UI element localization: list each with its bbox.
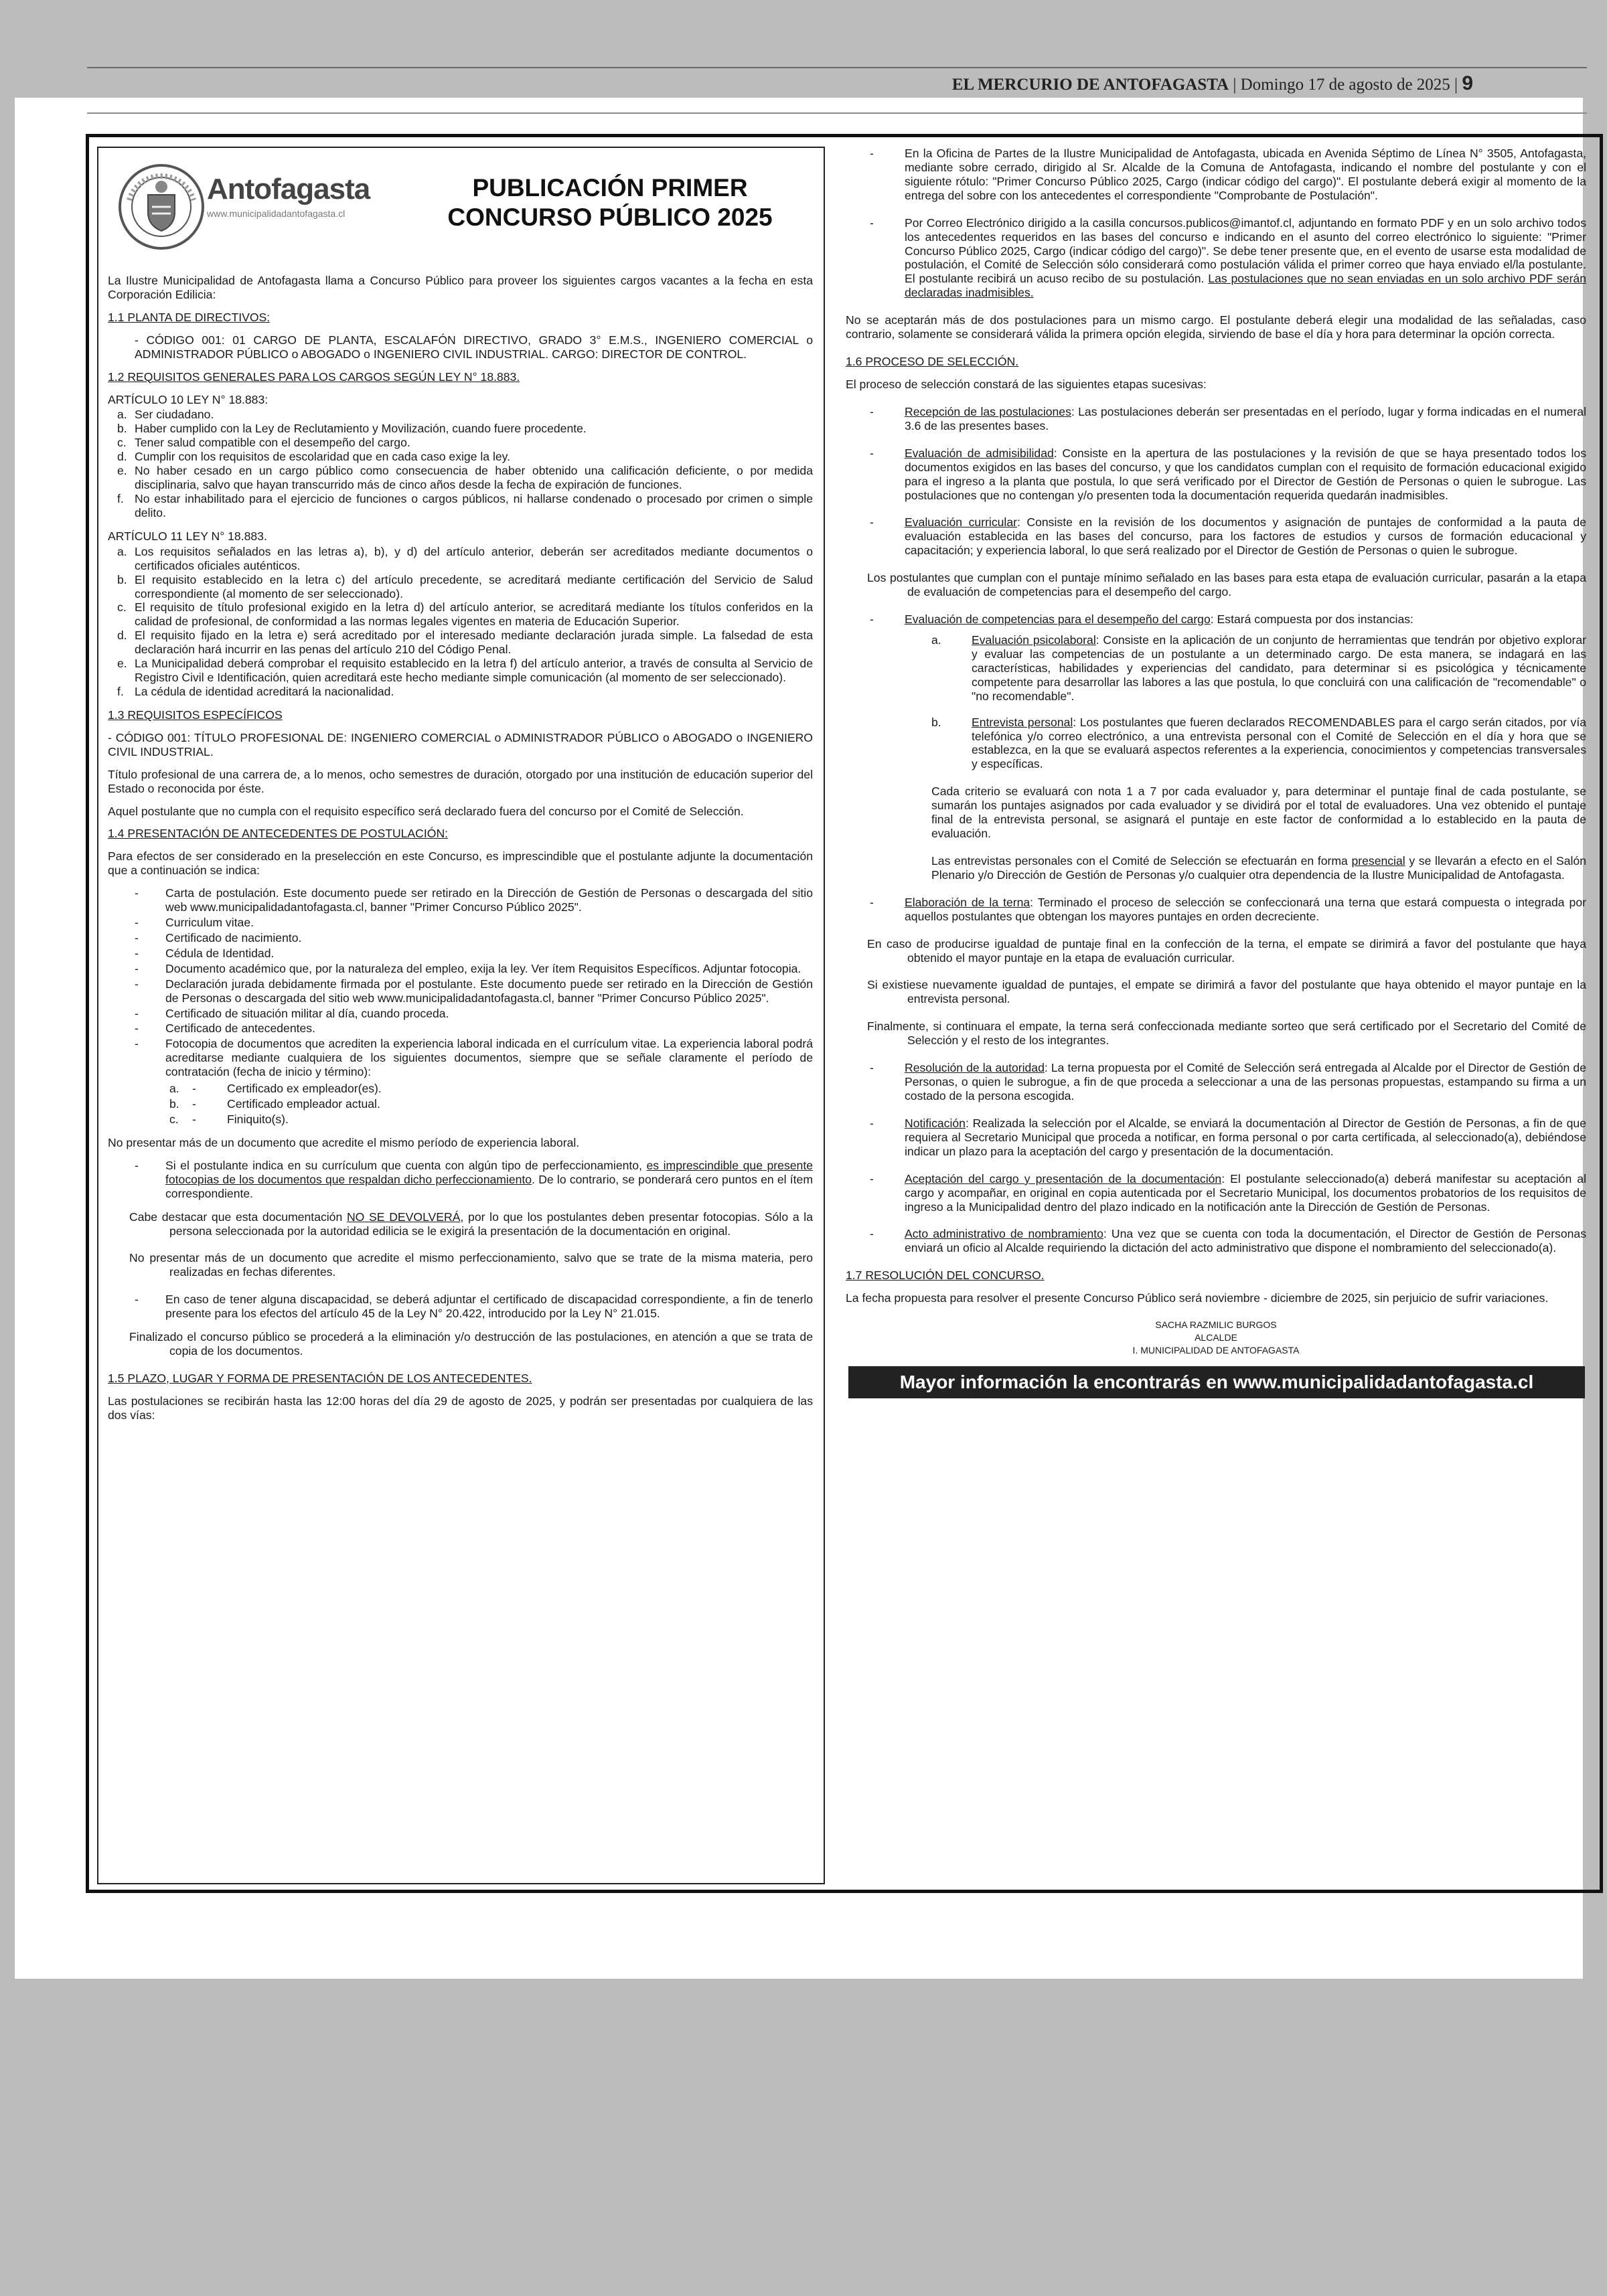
article-11-list: [108, 545, 813, 699]
list-item: c. El requisito de título profesional exigido en la letra d) del artículo anterior, se acreditará mediante los títulos conferidos en la calidad de profesional, de conformidad a las normas legales vigentes en materia de Educación Superior.: [117, 600, 813, 629]
list-item: - a. Certificado ex empleador(es).: [165, 1082, 813, 1096]
list-item: - Carta de postulación. Este documento puede ser retirado en la Dirección de Gestión de Personas o descargada del sitio web www.municipalidadantofagasta.cl, banner "Primer Concurso Público 2025".: [108, 886, 813, 914]
criteria-note: Cada criterio se evaluará con nota 1 a 7 por cada evaluador y, para determinar el puntaje final de cada postulante, se sumarán los puntajes asignados por cada evaluador y se dividirá por el total de evaluadores. Una vez obtenido el puntaje final de la entrevista personal, se asignará el puntaje en este factor de conformidad a lo establecido en la pauta de evaluación.: [931, 785, 1586, 841]
notice-header: [108, 160, 813, 260]
exclusion-note: Aquel postulante que no cumpla con el requisito específico será declarado fuera del concurso por el Comité de Selección.: [108, 804, 744, 818]
right-column: [828, 147, 1597, 1884]
masthead: [870, 72, 1473, 95]
list-item: - Evaluación curricular: Consiste en la revisión de los documentos y asignación de puntajes de conformidad a la pauta de evaluación establecida en las bases del concurso, para los factores de estudios y cursos de formación educacional y capacitación; y experiencia laboral, lo que será realizado por el Director de Gestión de Personas o quien le subrogue.: [846, 515, 1586, 558]
list-item: - c. Finiquito(s).: [165, 1113, 813, 1127]
article-10-list: [108, 408, 813, 519]
list-item: - Por Correo Electrónico dirigido a la casilla concursos.publicos@imantof.cl, adjuntando en formato PDF y en un solo archivo todos los antecedentes requeridos en las bases del concurso e indicando en el asunto del correo electrónico lo siguiente: "Primer Concurso Público 2025, Cargo (indicar código del cargo)". Se debe tener presente que, en el evento de usarse esta modalidad de postulación, el Comité de Selección sólo considerará como postulación válida el primer correo que haya enviado el/la postulante. El postulante recibirá un acuso recibo de su postulación. Las postulaciones que no sean enviadas en un solo archivo PDF serán declaradas inadmisibles.: [846, 216, 1586, 301]
list-item: - Resolución de la autoridad: La terna propuesta por el Comité de Selección será entregada al Alcalde por el Director de Gestión de Personas, o quien le subrogue, a fin de que proceda a seleccionar a una de las personas propuestas, estampando su firma a un costado de la persona escogida.: [846, 1061, 1586, 1103]
deadline-paragraph: Las postulaciones se recibirán hasta las 12:00 horas del día 29 de agosto de 2025, y podrán ser presentadas por cualquiera de las dos vías:: [108, 1394, 813, 1422]
masthead-separator: |: [1233, 76, 1241, 94]
intro-paragraph: La Ilustre Municipalidad de Antofagasta llama a Concurso Público para proveer los siguientes cargos vacantes a la fecha en esta Corporación Edilicia:: [108, 274, 813, 301]
title-line-2: CONCURSO PÚBLICO 2025: [447, 203, 773, 231]
tie-rule-3: Finalmente, si continuara el empate, la terna será confeccionada mediante sorteo que será certificado por el Secretario del Comité de Selección y el resto de los integrantes.: [867, 1019, 1586, 1048]
list-item: e. No haber cesado en un cargo público como consecuencia de haber obtenido una calificación deficiente, o por medida disciplinaria, salvo que hayan transcurrido más de cinco años desde la fecha de expiración de funciones.: [117, 464, 813, 492]
top-rule: [87, 67, 1587, 68]
section-heading-1-2: 1.2 REQUISITOS GENERALES PARA LOS CARGOS SEGÚN LEY N° 18.883.: [108, 370, 520, 384]
training-duplicate-note: No presentar más de un documento que acredite el mismo perfeccionamiento, salvo que se trate de la misma materia, pero realizadas en fechas diferentes.: [129, 1251, 813, 1279]
brand-logo: [207, 172, 370, 220]
title-requirement: Título profesional de una carrera de, a lo menos, ocho semestres de duración, otorgado por una institución de educación superior del Estado o reconocida por éste.: [108, 767, 813, 795]
list-item: f. La cédula de identidad acreditará la nacionalidad.: [117, 684, 394, 698]
list-item: b. Haber cumplido con la Ley de Reclutamiento y Movilización, cuando fuere procedente.: [117, 422, 587, 436]
municipal-seal-icon: [116, 160, 207, 254]
list-item: - Si el postulante indica en su currículum que cuenta con algún tipo de perfeccionamiento, es imprescindible que presente fotocopias de los documentos que respaldan dicho perfeccionamiento. De lo contrario, se ponderará cero puntos en el ítem correspondiente.: [108, 1159, 813, 1201]
brand-name: Antofagasta: [207, 173, 370, 206]
list-item: b. El requisito establecido en la letra c) del artículo precedente, se acreditará mediante certificación del Servicio de Salud correspondiente (al momento de ser seleccionado).: [117, 572, 813, 600]
list-item: - Evaluación de admisibilidad: Consiste en la apertura de las postulaciones y la revisión de que se haya presentado todos los documentos exigidos en las bases del concurso, y que los candidatos cumplan con el requisito de formación educacional exigido para el ingreso a la planta que postula, lo que será verificado por el Director de Gestión de Personas o quien le subrogue. Las postulaciones que no contengan y/o presenten toda la documentación requerida quedarán inadmisibles.: [846, 446, 1586, 503]
publication-date: Domingo 17 de agosto de 2025: [1240, 76, 1450, 94]
list-item: a. Evaluación psicolaboral: Consiste en la aplicación de un conjunto de herramientas que tendrán por objetivo explorar y evaluar las competencias de un postulante a un determinado cargo. De esta manera, se indagará en las características, habilidades y experiencias del candidato, para determinar si es psicológica y técnicamente competente para desarrollar las labores a las que postula, lo que concluirá con una calificación de "recomendable" o "no recomendable".: [931, 633, 1586, 703]
list-item: a. Los requisitos señalados en las letras a), b), y d) del artículo anterior, deberán ser acreditados mediante documentos o certificados oficiales auténticos.: [117, 544, 813, 572]
list-item: d. Cumplir con los requisitos de escolaridad que en cada caso exige la ley.: [117, 450, 511, 464]
single-document-note: No presentar más de un documento que acredite el mismo período de experiencia laboral.: [108, 1135, 580, 1149]
section-heading-1-3: 1.3 REQUISITOS ESPECÍFICOS: [108, 708, 283, 722]
signature-block: [846, 1319, 1586, 1357]
website-link[interactable]: www.municipalidadantofagasta.cl: [377, 991, 552, 1005]
list-item: - En caso de tener alguna discapacidad, se deberá adjuntar el certificado de discapacidad correspondiente, a fin de tenerlo presente para los efectos del artículo 45 de la Ley N° 20.422, introducido por la Ley N° 21.015.: [108, 1293, 813, 1321]
documents-intro: Para efectos de ser considerado en la preselección en este Concurso, es imprescindible que el postulante adjunte la documentación que a continuación se indica:: [108, 849, 813, 878]
notice-title: [423, 173, 797, 232]
no-return-note: Cabe destacar que esta documentación NO SE DEVOLVERÁ, por lo que los postulantes deben presentar fotocopias. Sólo a la persona seleccionada por la autoridad edilicia se le exigirá la presentación de la documentación en original.: [129, 1210, 813, 1238]
list-item: - Curriculum vitae.: [108, 916, 813, 930]
list-item: b. Entrevista personal: Los postulantes que fueren declarados RECOMENDABLES para el cargo serán citados, por vía telefónica y/o correo electrónico, a una entrevista personal con el Comité de Selección en el día y hora que se establezca, en la que se evaluará aspectos referentes a la experiencia, conocimientos y competencias transversales y específicas.: [931, 715, 1586, 771]
tie-rule-2: Si existiese nuevamente igualdad de puntajes, el empate se dirimirá a favor del postulante que haya obtenido el mayor puntaje en la entrevista personal.: [867, 978, 1586, 1006]
competency-instances: [846, 633, 1586, 771]
minimum-score-note: Los postulantes que cumplan con el puntaje mínimo señalado en las bases para esta etapa de evaluación curricular, pasarán a la etapa de evaluación de competencias para el desempeño del cargo.: [867, 571, 1586, 599]
section-heading-1-4: 1.4 PRESENTACIÓN DE ANTECEDENTES DE POSTULACIÓN:: [108, 827, 449, 841]
list-item: - En la Oficina de Partes de la Ilustre Municipalidad de Antofagasta, ubicada en Avenida Séptimo de Línea N° 3505, Antofagasta, mediante sobre cerrado, dirigido al Sr. Alcalde de la Comuna de Antofagasta, indicando el nombre del postulante y con el siguiente rótulo: "Primer Concurso Público 2025, Cargo (indicar código del cargo)". El postulante deberá exigir al momento de la entrega del sobre con los antecedentes el correspondiente "Comprobante de Postulación".: [846, 147, 1586, 203]
code-001-paragraph: - CÓDIGO 001: 01 CARGO DE PLANTA, ESCALAFÓN DIRECTIVO, GRADO 3° E.M.S., INGENIERO COMERCIAL o ADMINISTRADOR PÚBLICO o ABOGADO o INGENIERO CIVIL INDUSTRIAL. CARGO: DIRECTOR DE CONTROL.: [135, 333, 813, 361]
list-item: e. La Municipalidad deberá comprobar el requisito establecido en la letra f) del artículo anterior, a través de consulta al Servicio de Registro Civil e Identificación, quien acreditará este hecho mediante simple comunicación (al momento de ser seleccionado).: [117, 657, 813, 685]
email-link[interactable]: concursos.publicos@imantof.cl: [1129, 216, 1292, 230]
list-item: - Recepción de las postulaciones: Las postulaciones deberán ser presentadas en el período, lugar y forma indicadas en el numeral 3.6 de las presentes bases.: [846, 405, 1586, 433]
brand-url: www.municipalidadantofagasta.cl: [207, 208, 346, 220]
shortlist-stage: [846, 896, 1586, 924]
signer-role: ALCALDE: [1195, 1332, 1237, 1343]
training-list: [108, 1159, 813, 1201]
left-column: [97, 147, 825, 1884]
page-number: 9: [1462, 72, 1473, 94]
list-item: - Certificado de antecedentes.: [108, 1021, 813, 1036]
list-item: - Certificado de situación militar al día, cuando proceda.: [108, 1007, 813, 1021]
list-item: - Aceptación del cargo y presentación de la documentación: El postulante seleccionado(a) deberá manifestar su aceptación al cargo y acompañar, en original en copia autenticada por el Secretario Municipal, los documentos probatorios de los requisitos de ingreso a la Municipalidad dentro del plazo indicado en la notificación ante la Dirección de Gestión de Personas.: [846, 1172, 1586, 1214]
list-item: - Acto administrativo de nombramiento: Una vez que se cuenta con toda la documentación, el Director de Gestión de Personas enviará un oficio al Alcalde requiriendo la dictación del acto administrativo que dispone el nombramiento del seleccionado(a).: [846, 1227, 1586, 1255]
list-item: c. Tener salud compatible con el desempeño del cargo.: [117, 436, 410, 450]
documents-list: [108, 886, 813, 1127]
destruction-note: Finalizado el concurso público se procederá a la eliminación y/o destrucción de las postulaciones, en atención a que se trata de copia de los documentos.: [129, 1330, 813, 1358]
competency-stage: [846, 612, 1586, 627]
title-line-1: PUBLICACIÓN PRIMER: [472, 174, 748, 201]
section-heading-1-1: 1.1 PLANTA DE DIRECTIVOS:: [108, 310, 271, 324]
list-item: - Notificación: Realizada la selección por el Alcalde, se enviará la documentación al Director de Gestión de Personas, a fin de que requiera al Secretario Municipal que proceda a notificar, en forma personal o por carta certificada, al seleccionado(a), debiéndose indicar un plazo para la aceptación del cargo y presentación de la documentación.: [846, 1117, 1586, 1159]
article-10-title: ARTÍCULO 10 LEY N° 18.883:: [108, 392, 269, 406]
process-intro: El proceso de selección constará de las siguientes etapas sucesivas:: [846, 377, 1207, 391]
max-applications-note: No se aceptarán más de dos postulaciones para un mismo cargo. El postulante deberá elegir una modalidad de las señaladas, caso contrario, solamente se considerará válida la primera opción elegida, sirviendo de base el día y hora para determinar la opción correcta.: [846, 313, 1586, 341]
list-item: - Declaración jurada debidamente firmada por el postulante. Este documento puede ser retirado en la Dirección de Gestión de Personas o descargada del sitio web www.municipalidadantofagasta.cl, banner "Primer Concurso Público 2025".: [108, 977, 813, 1005]
section-heading-1-5: 1.5 PLAZO, LUGAR Y FORMA DE PRESENTACIÓN DE LOS ANTECEDENTES.: [108, 1372, 532, 1385]
process-stages: [846, 405, 1586, 558]
public-notice: [86, 134, 1603, 1893]
disability-list: [108, 1293, 813, 1321]
specific-requirement: - CÓDIGO 001: TÍTULO PROFESIONAL DE: INGENIERO COMERCIAL o ADMINISTRADOR PÚBLICO o ABOGADO o INGENIERO CIVIL INDUSTRIAL.: [108, 730, 813, 758]
submission-channels: [846, 147, 1586, 300]
masthead-separator: |: [1454, 76, 1462, 94]
resolution-date: La fecha propuesta para resolver el presente Concurso Público será noviembre - diciembre de 2025, sin perjuicio de sufrir variaciones.: [846, 1291, 1549, 1305]
experience-documents: [165, 1082, 813, 1127]
header-rule: [87, 112, 1587, 114]
tie-rule-1: En caso de producirse igualdad de puntaje final en la confección de la terna, el empate se dirimirá a favor del postulante que haya obtenido el mayor puntaje en la etapa de evaluación curricular.: [867, 936, 1586, 965]
list-item: - b. Certificado empleador actual.: [165, 1097, 813, 1111]
interview-location-note: Las entrevistas personales con el Comité de Selección se efectuarán en forma presencial y se llevarán a efecto en el Salón Plenario y/o Dirección de Gestión de Personas y/o cualquier otra dependencia de la Ilustre Municipalidad de Antofagasta.: [931, 853, 1586, 882]
article-11-title: ARTÍCULO 11 LEY N° 18.883.: [108, 529, 267, 543]
website-link[interactable]: www.municipalidadantofagasta.cl: [190, 900, 364, 914]
final-stages: [846, 1061, 1586, 1255]
list-item: - Fotocopia de documentos que acrediten la experiencia laboral indicada en el currículum vitae. La experiencia laboral podrá acreditarse mediante cualquiera de los siguientes documentos, siempre que se señale claramente el período de contratación (fecha de inicio y término): - a. Certificado ex empleador(es). - b. Certificado empleador actual. - c. Finiquito(s).: [108, 1037, 813, 1127]
list-item: - Elaboración de la terna: Terminado el proceso de selección se confeccionará una terna que estará compuesta o integrada por aquellos postulantes que obtengan los mayores puntajes en orden decreciente.: [846, 896, 1586, 924]
list-item: - Cédula de Identidad.: [108, 947, 813, 961]
list-item: f. No estar inhabilitado para el ejercicio de funciones o cargos públicos, ni hallarse condenado o procesado por crimen o simple delito.: [117, 491, 813, 519]
signer-organization: I. MUNICIPALIDAD DE ANTOFAGASTA: [1132, 1344, 1300, 1356]
list-item: - Documento académico que, por la naturaleza del empleo, exija la ley. Ver ítem Requisitos Específicos. Adjuntar fotocopia.: [108, 962, 813, 976]
section-heading-1-7: 1.7 RESOLUCIÓN DEL CONCURSO.: [846, 1268, 1045, 1283]
list-item: - Evaluación de competencias para el desempeño del cargo: Estará compuesta por dos instancias:: [846, 612, 1586, 627]
list-item: d. El requisito fijado en la letra e) será acreditado por el interesado mediante declaración jurada simple. La falsedad de esta declaración hará incurrir en las penas del artículo 210 del Código Penal.: [117, 629, 813, 657]
publication-name: EL MERCURIO DE ANTOFAGASTA: [951, 76, 1229, 94]
list-item: a. Ser ciudadano.: [117, 408, 214, 422]
list-item: - Certificado de nacimiento.: [108, 931, 813, 945]
signer-name: SACHA RAZMILIC BURGOS: [1155, 1319, 1277, 1331]
section-heading-1-6: 1.6 PROCESO DE SELECCIÓN.: [846, 355, 1019, 369]
info-banner[interactable]: Mayor información la encontrarás en www.municipalidadantofagasta.cl: [848, 1366, 1585, 1398]
